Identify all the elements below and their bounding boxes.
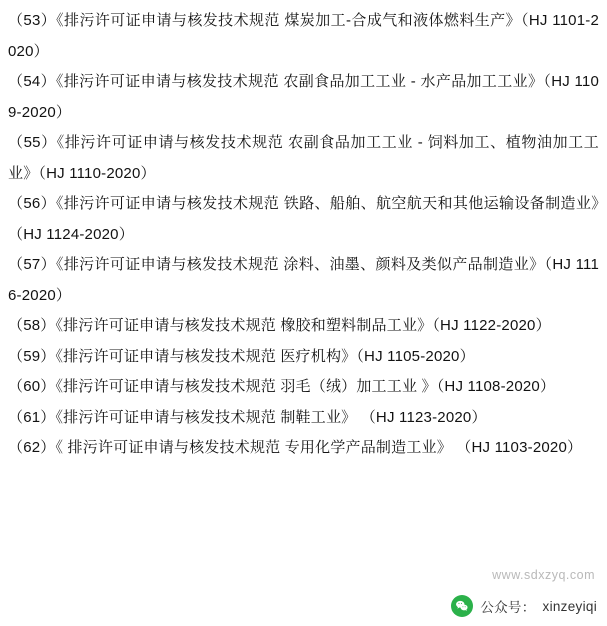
paragraph-57: （57）《排污许可证申请与核发技术规范 涂料、油墨、颜料及类似产品制造业》（HJ 1116-2020） bbox=[8, 256, 599, 304]
paragraph-54: （54）《排污许可证申请与核发技术规范 农副食品加工工业 - 水产品加工工业》（HJ 1109-2020） bbox=[8, 73, 599, 121]
wechat-handle: xinzeyiqi bbox=[542, 598, 597, 614]
paragraph-61: （61）《排污许可证申请与核发技术规范 制鞋工业》 （HJ 1123-2020） bbox=[8, 408, 487, 426]
paragraph-55: （55）《排污许可证申请与核发技术规范 农副食品加工工业 - 饲料加工、植物油加工工业》（HJ 1110-2020） bbox=[8, 134, 599, 182]
wechat-account-badge[interactable] bbox=[451, 595, 597, 617]
footer-bar bbox=[0, 586, 607, 626]
wechat-label: 公众号： bbox=[480, 600, 536, 615]
site-watermark: www.sdxzyq.com bbox=[492, 568, 595, 582]
paragraph-58: （58）《排污许可证申请与核发技术规范 橡胶和塑料制品工业》（HJ 1122-2020） bbox=[8, 317, 551, 334]
wechat-icon bbox=[451, 595, 473, 617]
paragraph-62: （62）《 排污许可证申请与核发技术规范 专用化学产品制造工业》 （HJ 1103-2020） bbox=[8, 439, 583, 456]
paragraph-56: （56）《排污许可证申请与核发技术规范 铁路、船舶、航空航天和其他运输设备制造业》（HJ 1124-2020） bbox=[8, 195, 599, 243]
paragraph-59: （59）《排污许可证申请与核发技术规范 医疗机构》（HJ 1105-2020） bbox=[8, 347, 475, 365]
paragraph-53: （53）《排污许可证申请与核发技术规范 煤炭加工-合成气和液体燃料生产》（HJ 1101-2020） bbox=[8, 12, 599, 60]
paragraph-60: （60）《排污许可证申请与核发技术规范 羽毛（绒）加工工业 》（HJ 1108-2020） bbox=[8, 378, 556, 395]
